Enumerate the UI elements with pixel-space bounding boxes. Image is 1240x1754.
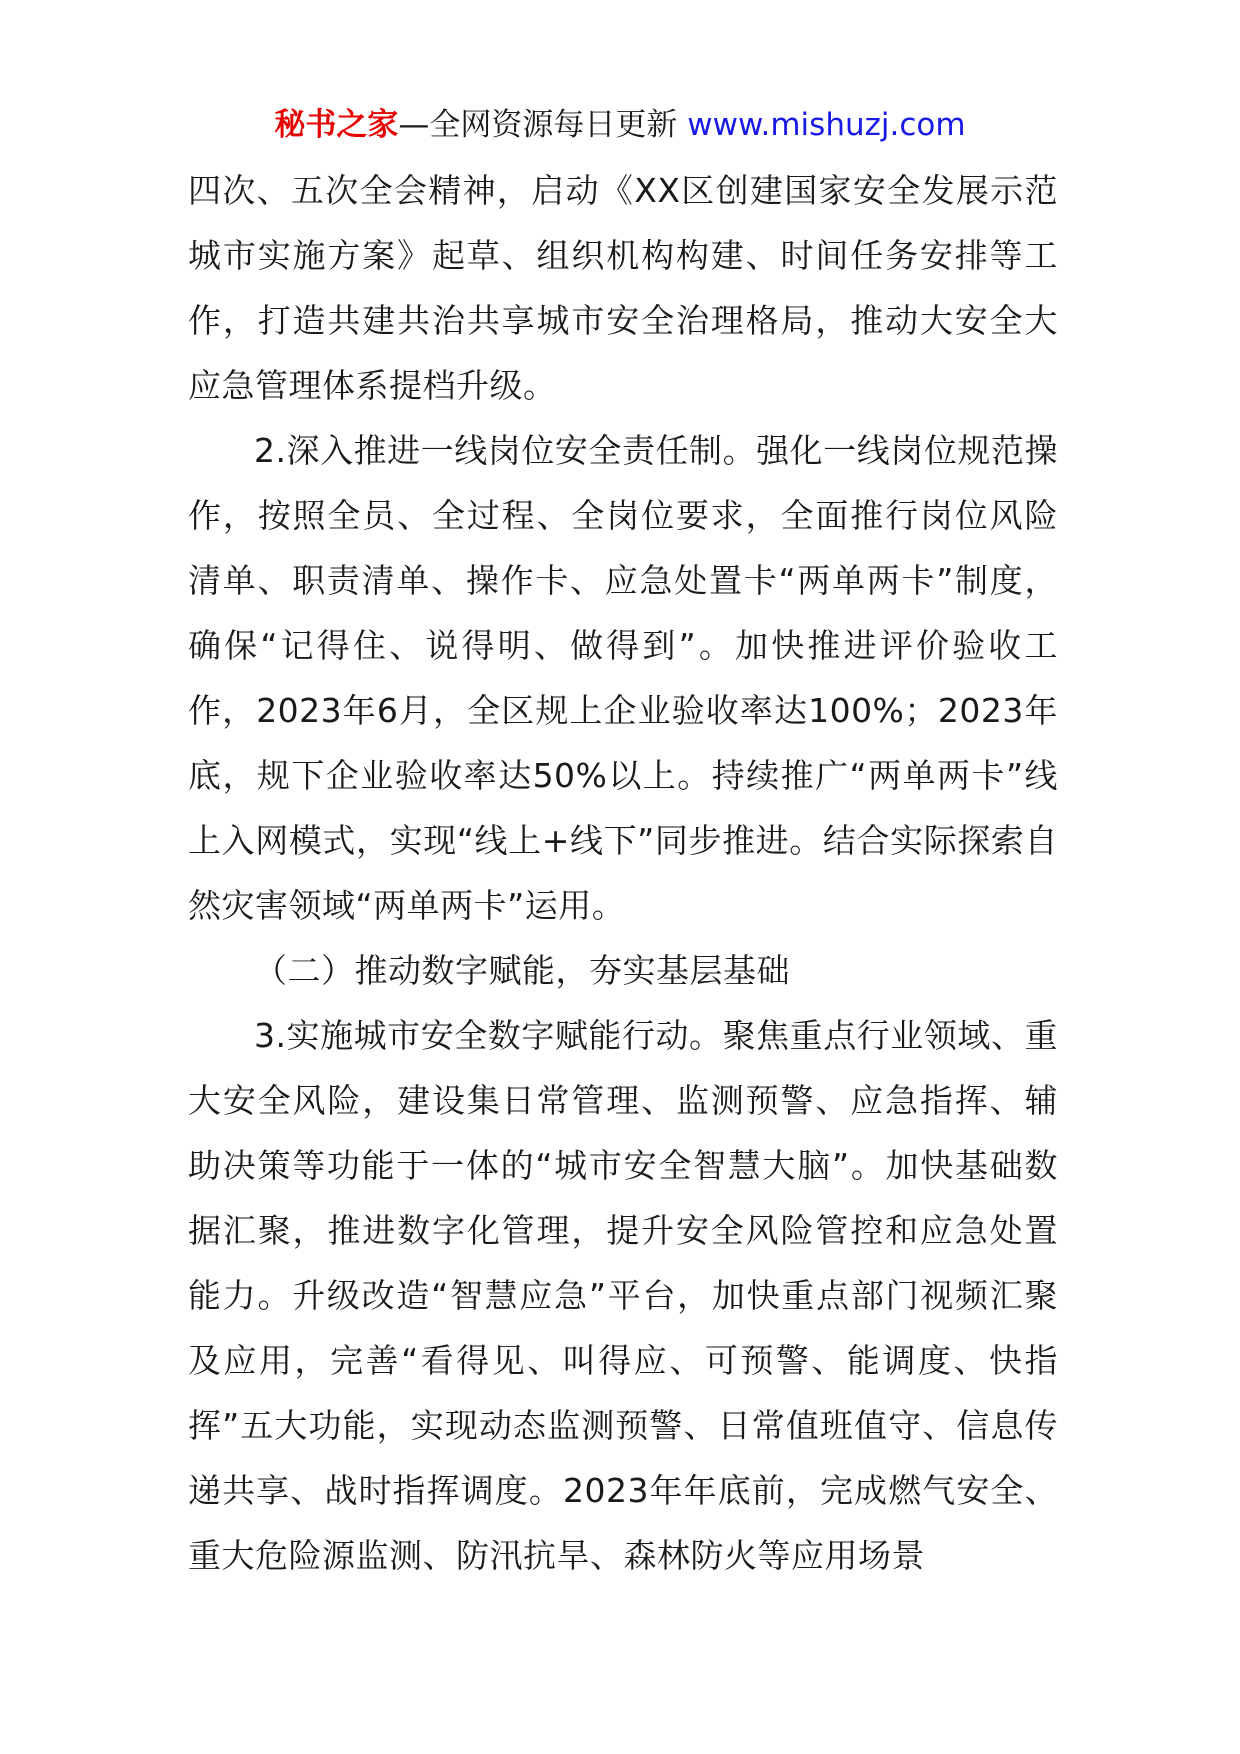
header-brand: 秘书之家 <box>274 107 399 143</box>
paragraph-2: 2.深入推进一线岗位安全责任制。强化一线岗位规范操作，按照全员、全过程、全岗位要求，全面推行岗位风险清单、职责清单、操作卡、应急处置卡“两单两卡”制度，确保“记得住、说得明、做得到”。加快推进评价验收工作，2023年6月，全区规上企业验收率达100%；2023年底，规下企业验收率达50%以上。持续推广“两单两卡”线上入网模式，实现“线上+线下”同步推进。结合实际探索自然灾害领域“两单两卡”运用。 <box>188 431 1058 925</box>
header-url-link[interactable]: www.mishuzj.com <box>687 107 966 143</box>
page-header <box>0 100 1240 150</box>
document-body <box>188 158 1058 1588</box>
paragraph-3: 3.实施城市安全数字赋能行动。聚焦重点行业领域、重大安全风险，建设集日常管理、监测预警、应急指挥、辅助决策等功能于一体的“城市安全智慧大脑”。加快基础数据汇聚，推进数字化管理，提升安全风险管控和应急处置能力。升级改造“智慧应急”平台，加快重点部门视频汇聚及应用，完善“看得见、叫得应、可预警、能调度、快指挥”五大功能，实现动态监测预警、日常值班值守、信息传递共享、战时指挥调度。2023年年底前，完成燃气安全、重大危险源监测、防汛抗旱、森林防火等应用场景 <box>188 1016 1058 1575</box>
paragraph-1: 四次、五次全会精神，启动《XX区创建国家安全发展示范城市实施方案》起草、组织机构构建、时间任务安排等工作，打造共建共治共享城市安全治理格局，推动大安全大应急管理体系提档升级。 <box>188 171 1058 405</box>
section-heading-2: （二）推动数字赋能，夯实基层基础 <box>254 951 790 990</box>
header-tagline: —全网资源每日更新 <box>398 107 678 143</box>
